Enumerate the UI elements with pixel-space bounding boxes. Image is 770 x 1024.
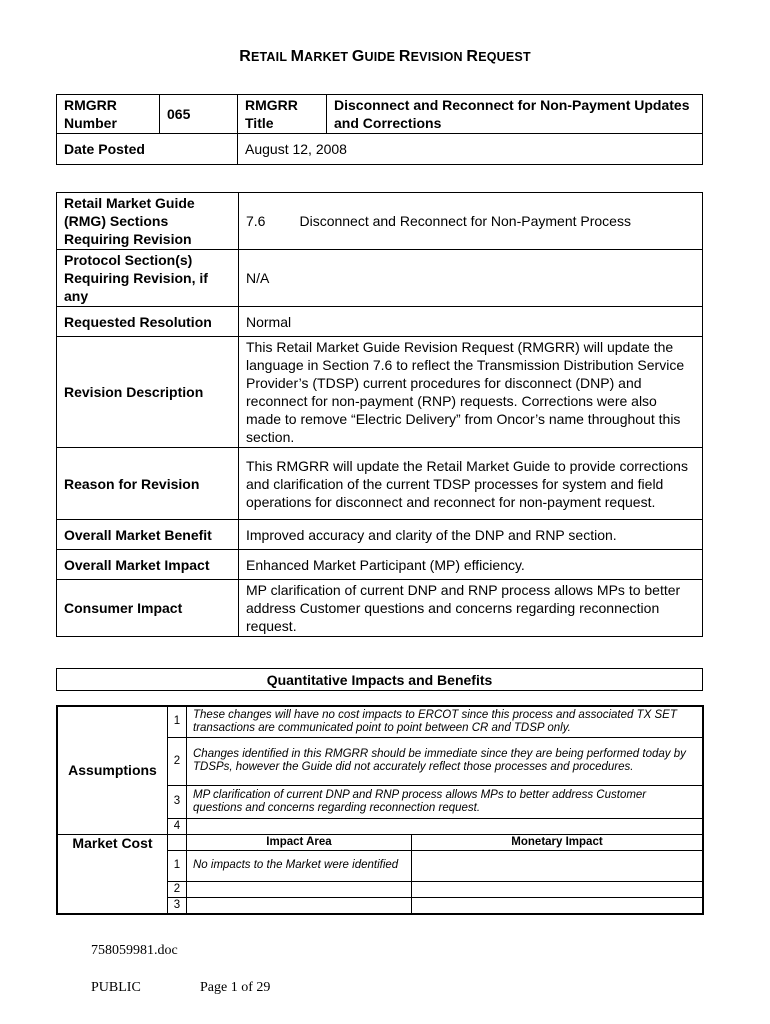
detail-value: MP clarification of current DNP and RNP process allows MPs to better address Customer questions and concerns regarding reconnection request. — [239, 580, 703, 637]
footer-page-number: Page 1 of 29 — [200, 980, 271, 995]
detail-value: Normal — [239, 307, 703, 337]
detail-value: Improved accuracy and clarity of the DNP and RNP section. — [239, 520, 703, 550]
details-table — [56, 192, 703, 637]
row-number: 1 — [168, 706, 187, 737]
detail-value: Enhanced Market Participant (MP) efficiency. — [239, 550, 703, 580]
assumption-text: MP clarification of current DNP and RNP process allows MPs to better address Customer questions and concerns regarding reconnection request. — [187, 785, 704, 818]
monetary-impact-cell — [412, 850, 704, 881]
quantitative-header: Quantitative Impacts and Benefits — [57, 669, 703, 691]
date-posted-label: Date Posted — [57, 134, 238, 165]
row-number: 1 — [168, 850, 187, 881]
row-number: 2 — [168, 881, 187, 897]
detail-label: Revision Description — [57, 337, 239, 448]
assumption-text: These changes will have no cost impacts to ERCOT since this process and associated TX SET transactions are communicated point to point between CR and TDSP only. — [187, 706, 704, 737]
document-title: RETAIL MARKET GUIDE REVISION REQUEST — [239, 48, 531, 65]
assumption-text — [187, 818, 704, 834]
detail-value: 7.6 Disconnect and Reconnect for Non-Payment Process — [239, 193, 703, 250]
impact-area-cell — [187, 881, 412, 897]
monetary-impact-cell — [412, 881, 704, 897]
detail-value: N/A — [239, 250, 703, 307]
detail-label: Consumer Impact — [57, 580, 239, 637]
detail-label: Overall Market Benefit — [57, 520, 239, 550]
row-number: 3 — [168, 897, 187, 914]
rmgrr-number-label: RMGRR Number — [57, 95, 160, 134]
detail-value: This RMGRR will update the Retail Market Guide to provide corrections and clarification of the current TDSP processes for system and field operations for disconnect and reconnect for non-payment request. — [239, 448, 703, 520]
impact-area-header: Impact Area — [187, 834, 412, 850]
assumptions-label: Assumptions — [57, 706, 168, 834]
detail-label: Retail Market Guide (RMG) Sections Requiring Revision — [57, 193, 239, 250]
detail-label: Reason for Revision — [57, 448, 239, 520]
rmgrr-number-value: 065 — [160, 95, 238, 134]
header-table — [56, 94, 703, 165]
footer-classification: PUBLIC — [91, 980, 141, 995]
impact-area-cell: No impacts to the Market were identified — [187, 850, 412, 881]
row-number: 2 — [168, 737, 187, 785]
quantitative-header-table — [56, 668, 703, 691]
detail-label: Protocol Section(s) Requiring Revision, if any — [57, 250, 239, 307]
monetary-impact-header: Monetary Impact — [412, 834, 704, 850]
assumption-text: Changes identified in this RMGRR should be immediate since they are being performed today by TDSPs, however the Guide did not accurately reflect those processes and procedures. — [187, 737, 704, 785]
date-posted-value: August 12, 2008 — [238, 134, 703, 165]
detail-value: This Retail Market Guide Revision Request (RMGRR) will update the language in Section 7.6 to reflect the Transmission Distribution Service Provider’s (TDSP) current procedures for disconnect (DNP) and reconnect for non-payment (RNP) requests. Corrections were also made to remove “Electric Delivery” from Oncor’s name throughout this section. — [239, 337, 703, 448]
market-cost-label: Market Cost — [57, 834, 168, 914]
impact-area-cell — [187, 897, 412, 914]
rmgrr-title-value: Disconnect and Reconnect for Non-Payment Updates and Corrections — [327, 95, 703, 134]
row-number: 3 — [168, 785, 187, 818]
detail-label: Overall Market Impact — [57, 550, 239, 580]
rmgrr-title-label: RMGRR Title — [238, 95, 327, 134]
row-number: 4 — [168, 818, 187, 834]
footer-filename: 758059981.doc — [91, 943, 178, 958]
detail-label: Requested Resolution — [57, 307, 239, 337]
impacts-table — [56, 705, 704, 915]
monetary-impact-cell — [412, 897, 704, 914]
